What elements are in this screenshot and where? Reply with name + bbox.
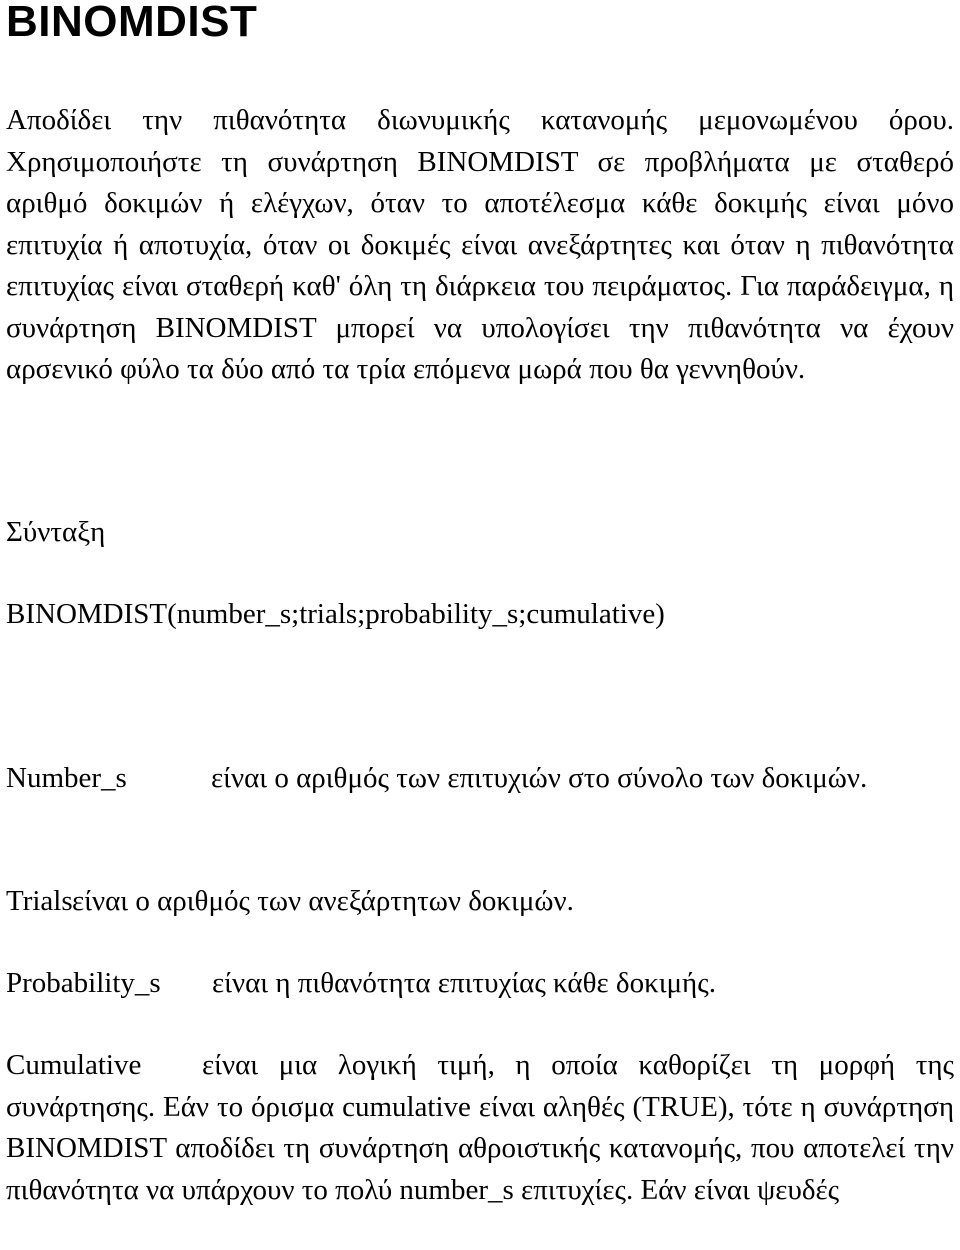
argument-probability-s xyxy=(6,963,954,1005)
argument-description: είναι ο αριθμός των επιτυχιών στο σύνολο των δοκιμών. xyxy=(211,762,868,794)
argument-term: Trials xyxy=(6,885,73,917)
argument-description: είναι ο αριθμός των ανεξάρτητων δοκιμών. xyxy=(72,885,574,917)
argument-number-s xyxy=(6,758,954,800)
argument-description: είναι μια λογική τιμή, η οποία καθορίζει τη μορφή της συνάρτησης. Εάν το όρισμα cumulative είναι αληθές (TRUE), τότε η συνάρτηση BINOMDIST αποδίδει τη συνάρτηση αθροιστικής κατανομής, που αποτελεί την πιθανότητα να υπάρχουν το πολύ number_s επιτυχίες. Εάν είναι ψευδές xyxy=(6,1049,954,1206)
syntax-heading: Σύνταξη xyxy=(6,516,106,548)
page-title: BINOMDIST xyxy=(6,0,258,46)
argument-cumulative xyxy=(6,1045,954,1211)
argument-term: Number_s xyxy=(6,762,127,794)
function-signature: BINOMDIST(number_s;trials;probability_s;cumulative) xyxy=(6,598,665,630)
argument-description: είναι η πιθανότητα επιτυχίας κάθε δοκιμής. xyxy=(212,967,716,999)
argument-term: Probability_s xyxy=(6,967,161,999)
argument-trials xyxy=(6,881,954,923)
argument-term: Cumulative xyxy=(6,1049,142,1081)
description-paragraph: Αποδίδει την πιθανότητα διωνυμικής κατανομής μεμονωμένου όρου. Χρησιμοποιήστε τη συνάρτηση BINOMDIST σε προβλήματα με σταθερό αριθμό δοκιμών ή ελέγχων, όταν το αποτέλεσμα κάθε δοκιμής είναι μόνο επιτυχία ή αποτυχία, όταν οι δοκιμές είναι ανεξάρτητες και όταν η πιθανότητα επιτυχίας είναι σταθερή καθ' όλη τη διάρκεια του πειράματος. Για παράδειγμα, η συνάρτηση BINOMDIST μπορεί να υπολογίσει την πιθανότητα να έχουν αρσενικό φύλο τα δύο από τα τρία επόμενα μωρά που θα γεννηθούν. xyxy=(6,104,954,385)
